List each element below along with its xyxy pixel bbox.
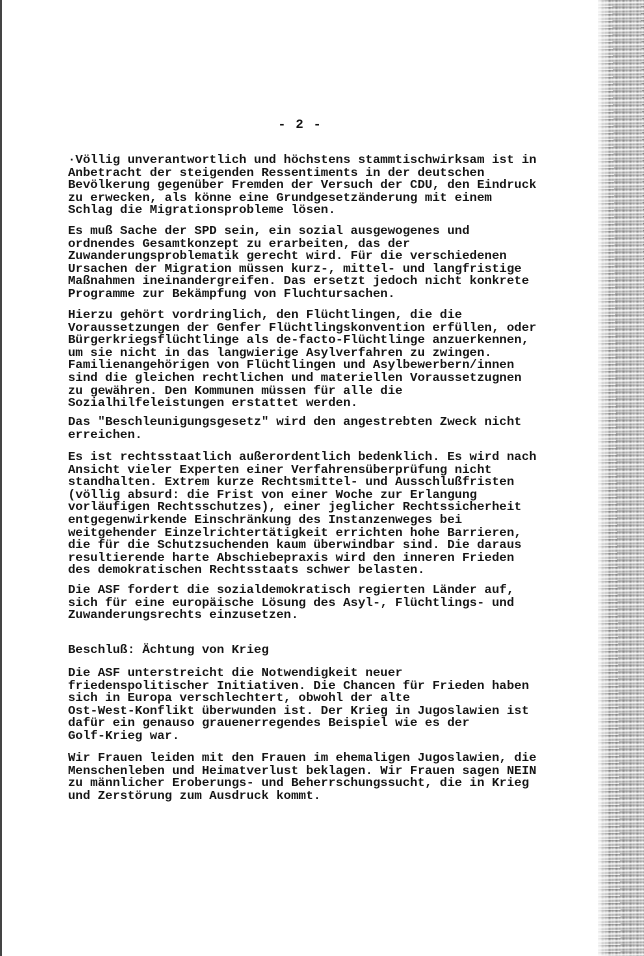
section-paragraph-1: Die ASF unterstreicht die Notwendigkeit neuer friedenspolitischer Initiativen. Die Chancen für Frieden haben sich in Europa verschlechtert, obwohl der alte Ost-West-Konflikt überwunden ist. Der Krieg in Jugoslawien ist dafür ein genauso grauenerregendes Beispiel wie es der Golf-Krieg war. (68, 666, 530, 743)
paragraph-2: Es muß Sache der SPD sein, ein sozial ausgewogenes und ordnendes Gesamtkonzept zu erarbeiten, das der Zuwanderungsproblematik gerecht wird. Für die verschiedenen Ursachen der Migration müssen kurz-, mittel- und langfristige Maßnahmen ineinandergreifen. Das ersetzt jedoch nicht konkrete Programme zur Bekämpfung von Fluchtursachen. (68, 224, 530, 301)
page-number: - 2 - (277, 117, 322, 132)
paragraph-1: ·Völlig unverantwortlich und höchstens stammtischwirksam ist in Anbetracht der steigenden Ressentiments in der deutschen Bevölkerung gegenüber Fremden der Versuch der CDU, den Eindruck zu erwecken, als könne eine Grundgesetzänderung mit einem Schlag die Migrationsprobleme lösen. (68, 153, 537, 218)
paragraph-3: Hierzu gehört vordringlich, den Flüchtlingen, die die Voraussetzungen der Genfer Flüchtlingskonvention erfüllen, oder Bürgerkriegsflüchtlinge als de-facto-Flüchtlinge anzuerkennen, um sie nicht in das langwierige Asylverfahren zu zwingen. Familienangehörigen von Flüchtlingen und Asylbewerbern/innen sind die gleichen rechtlichen und materiellen Voraussetzugnen zu gewähren. Den Kommunen müssen für alle die Sozialhilfeleistungen erstattet werden. (68, 308, 537, 411)
scan-left-edge (0, 0, 2, 956)
paragraph-4: Das "Beschleunigungsgesetz" wird den angestrebten Zweck nicht erreichen. (68, 415, 522, 442)
section-paragraph-2: Wir Frauen leiden mit den Frauen im ehemaligen Jugoslawien, die Menschenleben und Heimatverlust beklagen. Wir Frauen sagen NEIN zu männlicher Eroberungs- und Beherrschungssucht, die in Krieg und Zerstörung zum Ausdruck kommt. (68, 751, 537, 803)
paragraph-6: Die ASF fordert die sozialdemokratisch regierten Länder auf, sich für eine europäische Lösung des Asyl-, Flüchtlings- und Zuwanderungsrechts einzusetzen. (68, 583, 515, 623)
paragraph-5: Es ist rechtsstaatlich außerordentlich bedenklich. Es wird nach Ansicht vieler Experten einer Verfahrensüberprüfung nicht standhalten. Extrem kurze Rechtsmittel- und Ausschlußfristen (völlig absurd: die Frist von einer Woche zur Erlangung vorläufigen Rechtsschutzes), einer jeglicher Rechtssicherheit entgegenwirkende Einschränkung des Instanzenweges bei weitgehender Einzelrichtertätigkeit errichten hohe Barrieren, die für die Schutzsuchenden kaum überwindbar sind. Die daraus resultierende harte Abschiebepraxis wird den inneren Frieden des demokratischen Rechtsstaats schwer belasten. (68, 450, 537, 578)
section-heading: Beschluß: Ächtung von Krieg (68, 643, 269, 657)
scan-edge-fade (596, 0, 610, 956)
